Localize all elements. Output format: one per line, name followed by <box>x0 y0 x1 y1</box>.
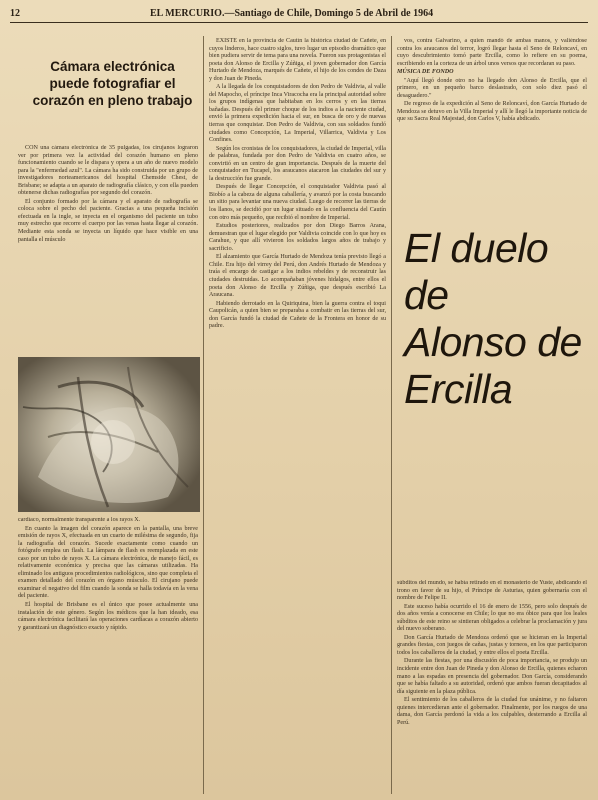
article-continuation-camera <box>18 517 198 792</box>
paragraph: El hospital de Brisbane es el único que posee actualmente una instalación de este género. Según los médicos que la han ideado, esa cámara electrónica facilitará las operaciones cardíacas a corazón abierto y garantizará un diagnóstico exacto y rápido. <box>18 602 198 631</box>
page-header <box>10 8 588 23</box>
article-body-ercilla-col3-bottom <box>397 580 587 795</box>
column-divider <box>203 36 204 794</box>
heart-photo <box>18 357 200 512</box>
paragraph: En cuanto la imagen del corazón aparece en la pantalla, una breve emisión de rayos X, efectuada en un cuarto de milésima de segundo, fija la radiografía del corazón. Sucede exactamente como cuando un fotógrafo emplea un flash. La lámpara de flash es reemplazada en este caso por un tubo de rayos X. La cámara electrónica, de manejo fácil, es relativamente económica y precisa que las cámaras utilizadas. Ha eliminado los antiguos procedimientos radiológicos, sino que completa el examen detallado del corazón en órgano músculo. El cirujano puede examinar el negativo del film cuando la sonda se halla todavía en la vena del paciente. <box>18 525 198 600</box>
article-body-ercilla-col3-top <box>397 38 587 172</box>
title-line: de <box>404 272 449 318</box>
paragraph: CON una cámara electrónica de 35 pulgadas, los cirujanos lograron ver por primera vez la actividad del corazón humano en pleno funcionamiento cuando se le dispara y opera a un año de nuevo modelo para la "enfermedad azul". La cámara ha sido construida por un grupo de investigadores norteamericanos del hospital Chemside Chest, de Brisbane; se adapta a un aparato de radiografía clásico, y con ella pueden obtenerse dichas radiografías por segundo del corazón. <box>18 145 198 197</box>
paragraph: Después de llegar Concepción, el conquistador Valdivia pasó al Biobío a la cabeza de alguna caballería, y avanzó por la costa buscando un sitio para levantar una nueva ciudad. Luego de recorrer las tierras de los llanos, se decidió por un lugar situado en la confluencia del Cautín con otro más pequeño, que recibió el nombre de Imperial. <box>209 184 386 221</box>
column-divider <box>391 36 392 794</box>
article-body-camera <box>18 145 198 352</box>
paragraph: Habiendo derrotado en la Quiriquina, bien la guerra contra el toqui Caupolicán, a quien bien se preparaba a combatir en las tierras del sur, don García fundó la ciudad de Cañete de la Frontera en honor de su padre. <box>209 300 386 330</box>
title-line: El duelo <box>404 225 549 271</box>
paragraph: vos, contra Galvarino, a quien mandó de ambas manos, y valiéndose contra los araucanos del terror, logró llegar hasta el Seno de Reloncaví, en cuyo descubrimiento tomó parte Ercilla, como lo refiere en su poema, escribiendo en la corteza de un árbol unos versos que recordaran su paso. <box>397 38 587 67</box>
masthead: EL MERCURIO.—Santiago de Chile, Domingo 5 de Abril de 1964 <box>150 8 434 19</box>
paragraph: A la llegada de los conquistadores de don Pedro de Valdivia, al valle del Mapocho, el príncipe Inca Viracocha era la principal autoridad sobre los grupos indígenas que habitaban en los cerros y en las tierras bañadas. Después del primer choque de los indios a la naciente ciudad, envió la primera expedición hacia el sur, en busca de oro y de nuevas tierras que conquistar. Don Pedro de Valdivia, con sus soldados fundó ciudades como Concepción, La Imperial, Villarrica, Valdivia y Los Confines. <box>209 84 386 144</box>
article-body-ercilla-col2 <box>209 38 386 798</box>
paragraph: cardíaco, normalmente transparente a los rayos X. <box>18 517 141 523</box>
paragraph: El conjunto formado por la cámara y el aparato de radiografía se coloca sobre el pecho del paciente. Gracias a una pequeña incisión efectuada en la ingle, se inyecta en el organismo del paciente un tubo muy estrecho que recorre el cuerpo por las venas hasta llegar al corazón. Mediante esta sonda se inyecta un líquido que hace visible en una pantalla el músculo <box>18 198 198 243</box>
paragraph: Estudios posteriores, realizados por don Diego Barros Arana, demuestran que el lugar elegido por Valdivia coincide con lo que hoy es Carahue, y que allí vivieron los soldados largos años de trabajo y sacrificio. <box>209 223 386 252</box>
title-line: Ercilla <box>404 366 513 412</box>
article-title-ercilla <box>404 225 594 413</box>
paragraph: El sentimiento de los caballeros de la ciudad fue unánime, y no faltaron quienes intercedieran ante el gobernador. Finalmente, por los ruegos de una dama, don García perdonó la vida a los culpables, desterrando a Ercilla al Perú. <box>397 697 587 726</box>
paragraph: Don García Hurtado de Mendoza ordenó que se hicieran en la Imperial grandes fiestas, con juegos de cañas, justas y torneos, en los que participaron todos los caballeros de la ciudad, y entre ellos el poeta Ercilla. <box>397 634 587 656</box>
article-title-camera: Cámara electrónica puede fotografiar el corazón en pleno trabajo <box>32 59 193 108</box>
paragraph: Este suceso había ocurrido el 16 de enero de 1556, pero solo después de dos años venía a conocerse en Chile; lo que no era óbice para que los leales súbditos de este reino se sintieran obligados a celebrar la proclamación y jura del nuevo soberano. <box>397 603 587 633</box>
paragraph: De regreso de la expedición al Seno de Reloncaví, don García Hurtado de Mendoza se detuvo en la Villa Imperial y allí le llegó la importante noticia de que su Sacra Real Majestad, don Carlos V, había abdicado. <box>397 101 587 123</box>
page-number: 12 <box>10 8 20 19</box>
paragraph: súbditos del mundo, se había retirado en el monasterio de Yuste, abdicando el trono en favor de su hijo, el Príncipe de Asturias, quien gobernaría con el nombre de Felipe II. <box>397 580 587 602</box>
paragraph: EXISTE en la provincia de Cautín la histórica ciudad de Cañete, en cuyos linderos, hace cuatro siglos, tuvo lugar un episodio dramático que bien pudiera servir de tema para una novela. Fueron sus protagonistas el poeta don Alonso de Ercilla y Zúñiga, el joven gobernador don García Hurtado de Mendoza, marqués de Cañete, el hijo de los condes de Daza y don Juan de Pineda. <box>209 38 386 82</box>
quote-paragraph: "Aquí llegó donde otro no ha llegado don Alonso de Ercilla, que el primero, en un pequeño barco deslastrado, con solo diez pasó el desaguadero." <box>397 77 587 99</box>
subheading: MÚSICA DE FONDO <box>397 69 454 76</box>
paragraph: Durante las fiestas, por una discusión de poca importancia, se produjo un incidente entre don Juan de Pineda y don Alonso de Ercilla, quienes echaron mano a las espadas en presencia del gobernador. Don García, considerando que se había faltado a su autoridad, ordenó que ambos fueran decapitados al día siguiente en la plaza pública. <box>397 658 587 695</box>
paragraph: El alzamiento que García Hurtado de Mendoza tenía previsto llegó a Chile. Era hijo del virrey del Perú, don Andrés Hurtado de Mendoza y traía el encargo de castigar a los indios rebeldes y de reconstruir las ciudades destruidas. Lo acompañaban jóvenes hidalgos, entre ellos el poeta don Alonso de Ercilla y Zúñiga, que después escribió La Araucana. <box>209 254 386 299</box>
title-line: Alonso de <box>404 319 582 365</box>
paragraph: Según los cronistas de los conquistadores, la ciudad de Imperial, villa de palabras, fundada por don Pedro de Valdivia en cuatro años, se convirtió en un centro de gran importancia. Después de la muerte del conquistador en Tucapel, los araucanos atacaron las ciudades del sur y la destrucción fue grande. <box>209 145 386 182</box>
